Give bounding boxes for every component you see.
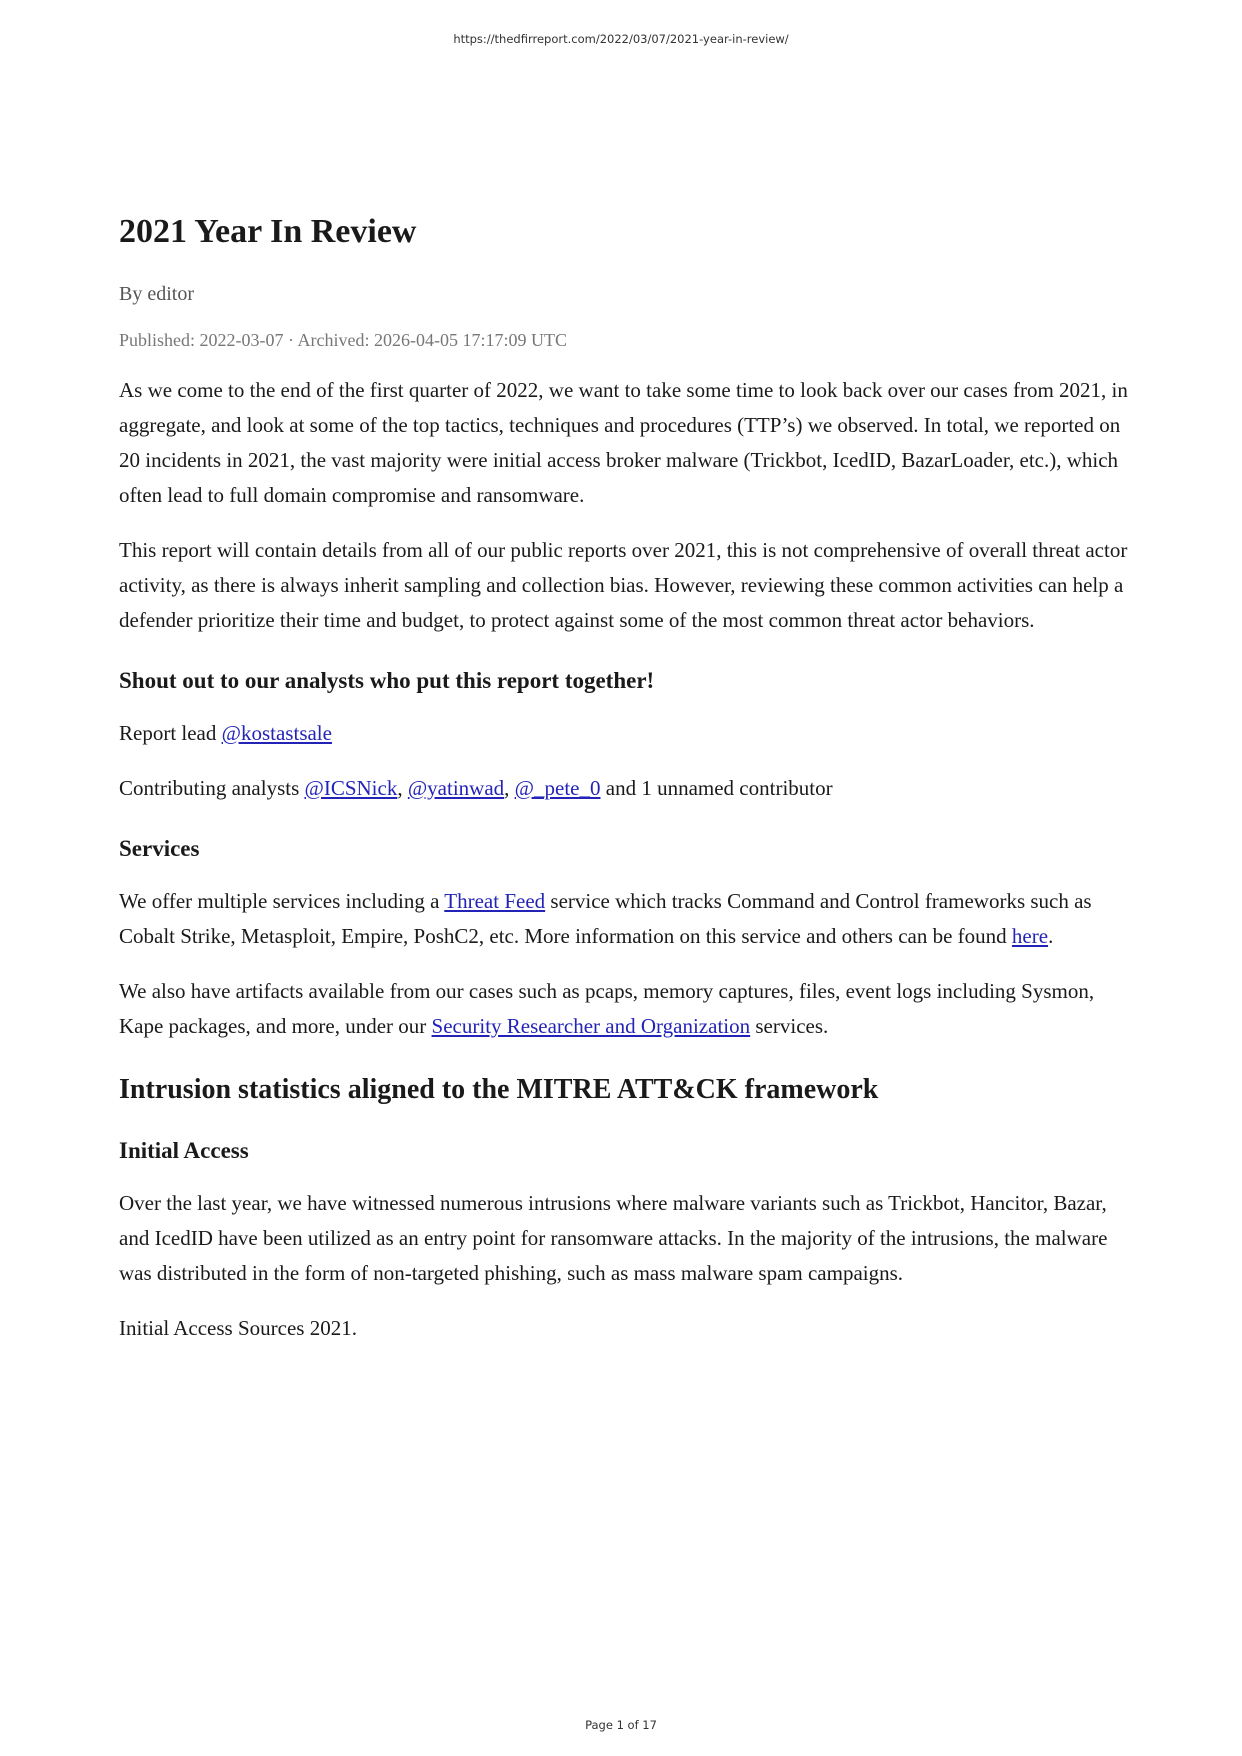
services-p2-part1: We also have artifacts available from our cases such as pcaps, memory captures, files, event logs including Sysmon, Kape packages, and more, under our xyxy=(119,978,1095,1038)
threat-feed-link[interactable]: Threat Feed xyxy=(444,888,546,913)
shout-out-heading: Shout out to our analysts who put this report together! xyxy=(119,667,655,693)
page-number-footer: Page 1 of 17 xyxy=(585,1718,657,1732)
mitre-heading: Intrusion statistics aligned to the MITRE ATT&CK framework xyxy=(119,1073,879,1105)
article xyxy=(119,212,1129,1346)
contributors-suffix: and 1 unnamed contributor xyxy=(600,775,833,800)
initial-access-paragraph: Over the last year, we have witnessed numerous intrusions where malware variants such as Trickbot, Hancitor, Bazar, and IcedID have been utilized as an entry point for ransomware attacks. In the majority of the intrusions, the malware was distributed in the form of non-targeted phishing, such as mass malware spam campaigns. xyxy=(119,1190,1108,1285)
yatinwad-link[interactable]: @yatinwad xyxy=(407,775,505,800)
byline: By editor xyxy=(119,282,194,305)
icsnick-link[interactable]: @ICSNick xyxy=(304,775,398,800)
report-lead-line xyxy=(119,716,1129,751)
contributors-line xyxy=(119,771,1129,806)
publish-meta: Published: 2022-03-07 · Archived: 2026-04-05 17:17:09 UTC xyxy=(119,329,567,350)
initial-access-heading: Initial Access xyxy=(119,1137,249,1163)
services-paragraph-1 xyxy=(119,884,1129,954)
contributors-prefix: Contributing analysts xyxy=(119,775,305,800)
report-lead-prefix: Report lead xyxy=(119,720,222,745)
services-paragraph-2 xyxy=(119,974,1129,1044)
page-title: 2021 Year In Review xyxy=(119,213,417,250)
intro-paragraph-1: As we come to the end of the first quarter of 2022, we want to take some time to look back over our cases from 2021, in aggregate, and look at some of the top tactics, techniques and procedures (TTP’s) we observed. In total, we reported on 20 incidents in 2021, the vast majority were initial access broker malware (Trickbot, IcedID, BazarLoader, etc.), which often lead to full domain compromise and ransomware. xyxy=(119,377,1128,507)
security-researcher-link[interactable]: Security Researcher and Organization xyxy=(431,1013,751,1038)
services-p1-part2: service which tracks Command and Control frameworks such as Cobalt Strike, Metasploit, Empire, PoshC2, etc. More information on this service and others can be found xyxy=(119,888,1092,948)
print-url-header: https://thedfirreport.com/2022/03/07/2021-year-in-review/ xyxy=(453,32,789,46)
contributors-sep-2: , xyxy=(504,775,515,800)
here-link[interactable]: here xyxy=(1011,923,1049,948)
initial-access-sources-caption: Initial Access Sources 2021. xyxy=(119,1315,357,1340)
services-p1-part1: We offer multiple services including a xyxy=(119,888,445,913)
contributors-sep-1: , xyxy=(397,775,408,800)
services-p2-part2: services. xyxy=(750,1013,829,1038)
intro-paragraph-2: This report will contain details from all of our public reports over 2021, this is not comprehensive of overall threat actor activity, as there is always inherit sampling and collection bias. However, reviewing these common activities can help a defender prioritize their time and budget, to protect against some of the most common threat actor behaviors. xyxy=(119,537,1128,632)
services-heading: Services xyxy=(119,835,200,861)
services-p1-part3: . xyxy=(1048,923,1054,948)
pete-0-link[interactable]: @_pete_0 xyxy=(514,775,601,800)
kostastsale-link[interactable]: @kostastsale xyxy=(221,720,332,745)
